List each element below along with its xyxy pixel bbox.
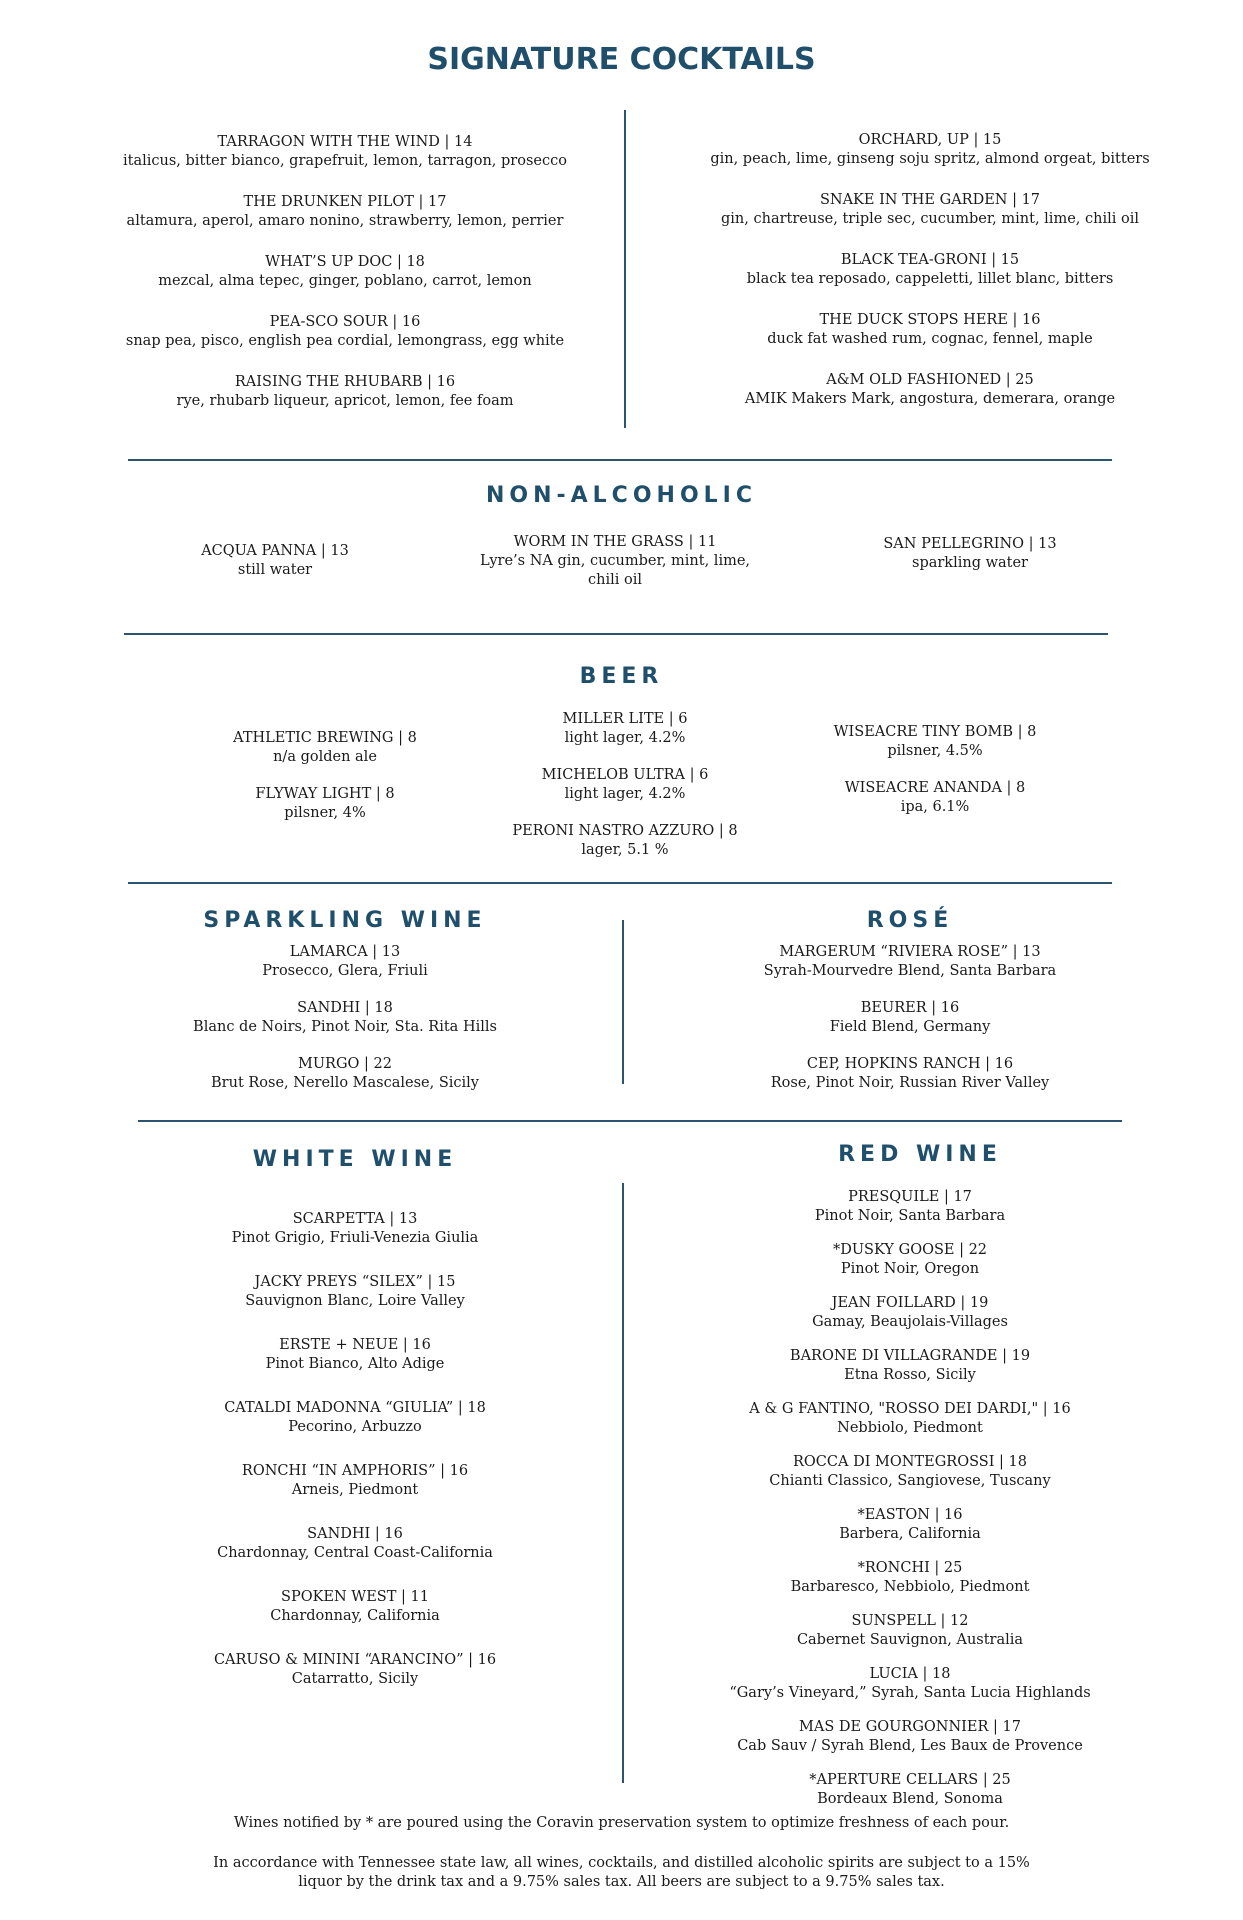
menu-item-description: AMIK Makers Mark, angostura, demerara, orange xyxy=(744,391,1116,407)
menu-item-name: THE DRUNKEN PILOT | 17 xyxy=(243,194,447,210)
menu-item-description: Prosecco, Glera, Friuli xyxy=(262,963,428,979)
menu-item-name: SCARPETTA | 13 xyxy=(292,1211,418,1227)
menu-item-name: ACQUA PANNA | 13 xyxy=(201,543,349,559)
menu-item-description: Chardonnay, California xyxy=(270,1608,440,1624)
red-wine-title: RED WINE xyxy=(838,1142,1002,1167)
menu-item-name: JEAN FOILLARD | 19 xyxy=(831,1295,989,1311)
menu-item xyxy=(165,1273,545,1311)
menu-item-name: FLYWAY LIGHT | 8 xyxy=(255,786,395,802)
menu-item xyxy=(165,1462,545,1500)
menu-item-description: Rose, Pinot Noir, Russian River Valley xyxy=(770,1075,1050,1091)
menu-item-name: TARRAGON WITH THE WIND | 14 xyxy=(217,134,473,150)
menu-item-name: PRESQUILE | 17 xyxy=(848,1189,972,1205)
menu-item-description: lager, 5.1 % xyxy=(581,842,669,858)
tax-note-line-2: liquor by the drink tax and a 9.75% sales tax. All beers are subject to a 9.75% sales tax. xyxy=(298,1874,945,1890)
menu-item-description: Gamay, Beaujolais-Villages xyxy=(812,1314,1008,1330)
menu-item-description: Pinot Bianco, Alto Adige xyxy=(265,1356,445,1372)
white-wine-title: WHITE WINE xyxy=(252,1147,458,1172)
menu-item-name: CARUSO & MININI “ARANCINO” | 16 xyxy=(213,1652,497,1668)
menu-item-description: Etna Rosso, Sicily xyxy=(844,1367,976,1383)
menu-item xyxy=(165,1399,545,1437)
menu-item-description: Brut Rose, Nerello Mascalese, Sicily xyxy=(211,1075,479,1091)
menu-item-description: snap pea, pisco, english pea cordial, lemongrass, egg white xyxy=(125,333,565,349)
menu-item-description: Lyre’s NA gin, cucumber, mint, lime, xyxy=(479,553,751,569)
menu-item xyxy=(660,251,1200,289)
menu-item xyxy=(660,131,1200,169)
sparkling-wine-title: SPARKLING WINE xyxy=(203,908,487,933)
menu-item xyxy=(700,1294,1120,1332)
menu-item xyxy=(700,1612,1120,1650)
menu-item-description: gin, peach, lime, ginseng soju spritz, almond orgeat, bitters xyxy=(710,151,1150,167)
menu-item-name: *DUSKY GOOSE | 22 xyxy=(832,1242,988,1258)
menu-item xyxy=(150,1055,540,1093)
menu-item-name: WISEACRE ANANDA | 8 xyxy=(844,780,1026,796)
menu-item xyxy=(700,1453,1120,1491)
menu-item-name: JACKY PREYS “SILEX” | 15 xyxy=(254,1274,456,1290)
non-alcoholic-item xyxy=(150,542,400,580)
beer-title: BEER xyxy=(579,664,664,689)
white-red-divider xyxy=(622,1183,624,1783)
menu-item xyxy=(165,1651,545,1689)
menu-item xyxy=(700,1771,1120,1809)
menu-item xyxy=(165,1525,545,1563)
signature-cocktails-title: SIGNATURE COCKTAILS xyxy=(427,42,816,77)
menu-item xyxy=(480,822,770,860)
coravin-note: Wines notified by * are poured using the Coravin preservation system to optimize freshness of each pour. xyxy=(233,1815,1010,1831)
menu-item-name: ROCCA DI MONTEGROSSI | 18 xyxy=(793,1454,1027,1470)
menu-item-name: *RONCHI | 25 xyxy=(857,1560,963,1576)
beer-right-column xyxy=(790,723,1080,835)
menu-item-name: RAISING THE RHUBARB | 16 xyxy=(234,374,456,390)
menu-item-description: Sauvignon Blanc, Loire Valley xyxy=(245,1293,465,1309)
menu-item xyxy=(660,371,1200,409)
menu-item-name: WHAT’S UP DOC | 18 xyxy=(265,254,425,270)
menu-item xyxy=(480,766,770,804)
menu-item xyxy=(700,1559,1120,1597)
menu-item-name: WISEACRE TINY BOMB | 8 xyxy=(833,724,1037,740)
menu-item xyxy=(150,542,400,580)
menu-item xyxy=(165,1210,545,1248)
menu-item-description: Chardonnay, Central Coast-California xyxy=(217,1545,493,1561)
menu-item-name: SANDHI | 18 xyxy=(297,1000,393,1016)
menu-item-name: THE DUCK STOPS HERE | 16 xyxy=(819,312,1041,328)
menu-item-name: A&M OLD FASHIONED | 25 xyxy=(826,372,1034,388)
menu-item-name: *APERTURE CELLARS | 25 xyxy=(809,1772,1011,1788)
menu-item-description: “Gary’s Vineyard,” Syrah, Santa Lucia Highlands xyxy=(729,1685,1091,1701)
non-alcoholic-item xyxy=(470,533,760,590)
menu-item-description: mezcal, alma tepec, ginger, poblano, carrot, lemon xyxy=(158,273,532,289)
menu-item-description: Pinot Noir, Oregon xyxy=(840,1261,980,1277)
menu-item-description: n/a golden ale xyxy=(273,749,377,765)
menu-item-description: Barbaresco, Nebbiolo, Piedmont xyxy=(790,1579,1030,1595)
menu-item xyxy=(710,999,1110,1037)
rose-title: ROSÉ xyxy=(866,908,954,933)
menu-item xyxy=(840,535,1100,573)
menu-item xyxy=(660,311,1200,349)
menu-item xyxy=(700,1718,1120,1756)
section-divider xyxy=(128,459,1112,461)
menu-item-description: Pinot Grigio, Friuli-Venezia Giulia xyxy=(231,1230,479,1246)
menu-item-description: Arneis, Piedmont xyxy=(291,1482,419,1498)
white-wine-column xyxy=(165,1210,545,1714)
menu-item xyxy=(150,943,540,981)
menu-item-description: Cabernet Sauvignon, Australia xyxy=(796,1632,1024,1648)
section-divider xyxy=(138,1120,1122,1122)
menu-item xyxy=(710,1055,1110,1093)
menu-item xyxy=(480,710,770,748)
menu-item xyxy=(700,1506,1120,1544)
menu-item-name: MAS DE GOURGONNIER | 17 xyxy=(799,1719,1021,1735)
menu-item-name: CEP, HOPKINS RANCH | 16 xyxy=(806,1056,1014,1072)
signature-right-column xyxy=(660,131,1200,431)
menu-item-name: ATHLETIC BREWING | 8 xyxy=(233,730,417,746)
menu-item-name: *EASTON | 16 xyxy=(857,1507,963,1523)
menu-item-description: Cab Sauv / Syrah Blend, Les Baux de Provence xyxy=(737,1738,1083,1754)
menu-item xyxy=(700,1665,1120,1703)
menu-item-name: BLACK TEA-GRONI | 15 xyxy=(840,252,1020,268)
signature-left-column xyxy=(95,133,595,433)
menu-item xyxy=(95,253,595,291)
menu-item-name: SPOKEN WEST | 11 xyxy=(281,1589,429,1605)
tax-note-line-1: In accordance with Tennessee state law, all wines, cocktails, and distilled alcoholic spirits are subject to a 15% xyxy=(213,1855,1030,1871)
menu-item-name: ORCHARD, UP | 15 xyxy=(858,132,1002,148)
menu-item xyxy=(700,1347,1120,1385)
menu-item xyxy=(700,1241,1120,1279)
menu-item-name: BEURER | 16 xyxy=(860,1000,960,1016)
menu-item xyxy=(710,943,1110,981)
menu-item-description: Syrah-Mourvedre Blend, Santa Barbara xyxy=(763,963,1057,979)
menu-item-name: MICHELOB ULTRA | 6 xyxy=(541,767,709,783)
menu-item-name: WORM IN THE GRASS | 11 xyxy=(513,534,717,550)
menu-item xyxy=(165,1336,545,1374)
menu-item-name: LAMARCA | 13 xyxy=(289,944,401,960)
section-divider xyxy=(124,633,1108,635)
menu-item xyxy=(180,729,470,767)
menu-item-name: MURGO | 22 xyxy=(297,1056,392,1072)
non-alcoholic-item xyxy=(840,535,1100,573)
menu-item-description: duck fat washed rum, cognac, fennel, maple xyxy=(767,331,1093,347)
menu-item xyxy=(95,313,595,351)
menu-item xyxy=(95,373,595,411)
menu-item-name: SANDHI | 16 xyxy=(307,1526,403,1542)
menu-item-description: altamura, aperol, amaro nonino, strawberry, lemon, perrier xyxy=(126,213,564,229)
signature-divider xyxy=(624,110,626,428)
menu-item-name: CATALDI MADONNA “GIULIA” | 18 xyxy=(224,1400,486,1416)
menu-item xyxy=(790,779,1080,817)
menu-item xyxy=(150,999,540,1037)
red-wine-column xyxy=(700,1188,1120,1824)
beer-center-column xyxy=(480,710,770,878)
menu-item-name: SUNSPELL | 12 xyxy=(851,1613,969,1629)
menu-item-description: still water xyxy=(237,562,313,578)
menu-item-description: Pecorino, Arbuzzo xyxy=(288,1419,422,1435)
menu-item-name: A & G FANTINO, "ROSSO DEI DARDI," | 16 xyxy=(749,1401,1071,1417)
menu-item-description: gin, chartreuse, triple sec, cucumber, mint, lime, chili oil xyxy=(721,211,1139,227)
menu-item-name: MARGERUM “RIVIERA ROSE” | 13 xyxy=(779,944,1041,960)
menu-item-description: Blanc de Noirs, Pinot Noir, Sta. Rita Hills xyxy=(193,1019,497,1035)
menu-item-name: SNAKE IN THE GARDEN | 17 xyxy=(819,192,1041,208)
menu-item-description: black tea reposado, cappeletti, lillet blanc, bitters xyxy=(746,271,1114,287)
menu-item-name: BARONE DI VILLAGRANDE | 19 xyxy=(789,1348,1031,1364)
menu-item-description: italicus, bitter bianco, grapefruit, lemon, tarragon, prosecco xyxy=(123,153,567,169)
menu-item-description: Bordeaux Blend, Sonoma xyxy=(817,1791,1003,1807)
menu-item-name: LUCIA | 18 xyxy=(869,1666,951,1682)
menu-item xyxy=(165,1588,545,1626)
menu-item-description: light lager, 4.2% xyxy=(564,786,686,802)
menu-item xyxy=(790,723,1080,761)
menu-item-description: Pinot Noir, Santa Barbara xyxy=(814,1208,1006,1224)
menu-item-name: ERSTE + NEUE | 16 xyxy=(279,1337,431,1353)
menu-item-description: Field Blend, Germany xyxy=(829,1019,991,1035)
menu-item xyxy=(700,1188,1120,1226)
section-divider xyxy=(128,882,1112,884)
menu-item xyxy=(660,191,1200,229)
menu-item-description: Nebbiolo, Piedmont xyxy=(837,1420,983,1436)
menu-item xyxy=(180,785,470,823)
menu-item-name: SAN PELLEGRINO | 13 xyxy=(883,536,1057,552)
menu-item xyxy=(700,1400,1120,1438)
menu-item-description: ipa, 6.1% xyxy=(900,799,970,815)
menu-item-name: RONCHI “IN AMPHORIS” | 16 xyxy=(241,1463,469,1479)
menu-item xyxy=(95,133,595,171)
menu-item xyxy=(470,533,760,590)
menu-item-description: rye, rhubarb liqueur, apricot, lemon, fee foam xyxy=(176,393,514,409)
menu-item-name: PEA-SCO SOUR | 16 xyxy=(269,314,421,330)
rose-column xyxy=(710,943,1110,1111)
menu-item-description: pilsner, 4% xyxy=(284,805,366,821)
non-alcoholic-title: NON-ALCOHOLIC xyxy=(485,483,757,508)
menu-item-description: Catarratto, Sicily xyxy=(291,1671,419,1687)
menu-item-description: pilsner, 4.5% xyxy=(887,743,983,759)
beer-left-column xyxy=(180,729,470,841)
menu-item-description: Barbera, California xyxy=(839,1526,981,1542)
menu-item xyxy=(95,193,595,231)
menu-item-name: PERONI NASTRO AZZURO | 8 xyxy=(512,823,738,839)
sparkling-wine-column xyxy=(150,943,540,1111)
menu-item-name: MILLER LITE | 6 xyxy=(562,711,688,727)
menu-item-description: light lager, 4.2% xyxy=(564,730,686,746)
menu-item-description: sparkling water xyxy=(912,555,1028,571)
sparkling-rose-divider xyxy=(622,920,624,1084)
menu-item-description: chili oil xyxy=(588,572,642,588)
menu-item-description: Chianti Classico, Sangiovese, Tuscany xyxy=(769,1473,1051,1489)
